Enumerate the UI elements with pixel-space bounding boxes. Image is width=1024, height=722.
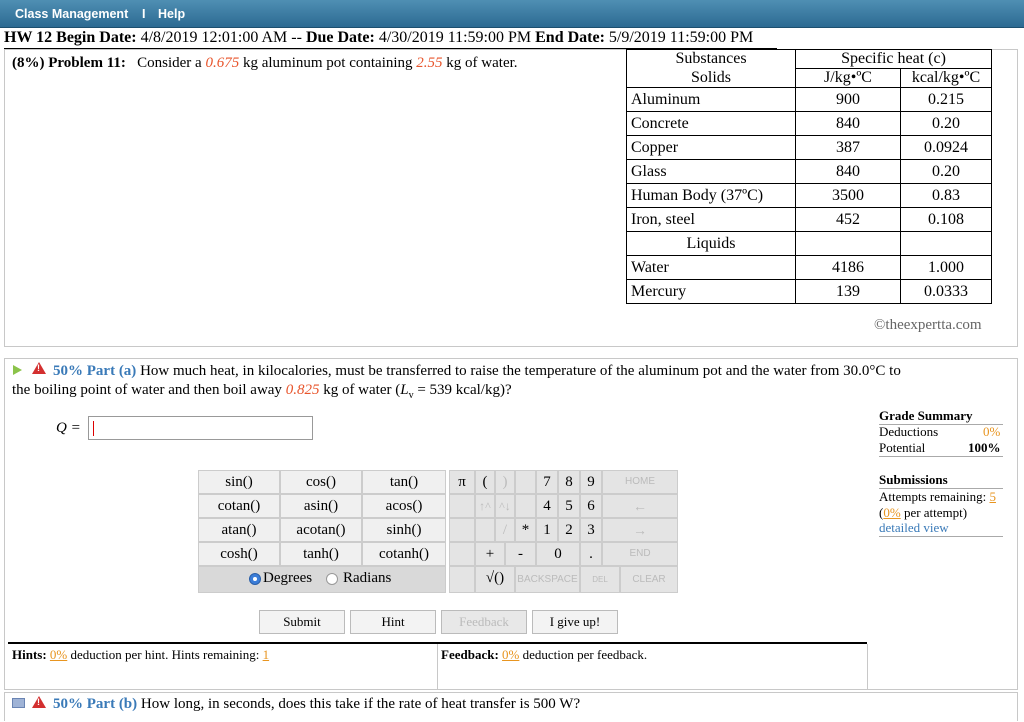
key-3[interactable]: 3 bbox=[580, 518, 602, 542]
part-a-question-line2 bbox=[12, 381, 512, 405]
begin-label: Begin Date: bbox=[56, 29, 137, 46]
hints-info bbox=[12, 647, 269, 663]
hints-deduction: 0% bbox=[49, 647, 68, 662]
problem-text-a: Consider a bbox=[137, 55, 202, 71]
part-a-q1: How much heat, in kilocalories, must be transferred to raise the temperature of the aluminum pot and the water from 30.0°C to bbox=[140, 363, 901, 379]
key-tanh[interactable]: tanh() bbox=[280, 542, 362, 566]
value-kcal: 0.83 bbox=[901, 184, 992, 208]
substance-name: Iron, steel bbox=[627, 208, 796, 232]
hints-remaining: 1 bbox=[262, 647, 270, 662]
empty-cell bbox=[796, 232, 901, 256]
key-0[interactable]: 0 bbox=[536, 542, 580, 566]
key-right-paren[interactable]: ) bbox=[495, 470, 515, 494]
key-left-paren[interactable]: ( bbox=[475, 470, 495, 494]
problem-text-b: kg aluminum pot containing bbox=[242, 55, 413, 71]
answer-input[interactable] bbox=[88, 416, 313, 440]
feedback-text: deduction per feedback. bbox=[522, 647, 648, 662]
key-end[interactable]: END bbox=[602, 542, 678, 566]
key-cotanh[interactable]: cotanh() bbox=[362, 542, 446, 566]
grade-summary-title: Grade Summary bbox=[879, 408, 973, 423]
warning-icon bbox=[32, 362, 46, 374]
due-value: 4/30/2019 11:59:00 PM bbox=[378, 29, 532, 46]
attempts-label: Attempts remaining: bbox=[879, 489, 987, 504]
key-cosh[interactable]: cosh() bbox=[198, 542, 280, 566]
key-blank bbox=[515, 494, 536, 518]
lv-symbol: L bbox=[400, 382, 409, 398]
pot-mass: 0.675 bbox=[205, 55, 240, 71]
end-label: End Date: bbox=[535, 29, 605, 46]
key-blank bbox=[449, 494, 475, 518]
degrees-label: Degrees bbox=[263, 570, 313, 586]
part-a-q2a: the boiling point of water and then boil away bbox=[12, 382, 282, 398]
water-mass: 2.55 bbox=[416, 55, 443, 71]
top-nav-bar bbox=[0, 0, 1024, 28]
value-j: 900 bbox=[796, 88, 901, 112]
radians-label: Radians bbox=[343, 570, 392, 586]
nav-class-management[interactable]: Class Management bbox=[15, 7, 129, 21]
key-decimal[interactable]: . bbox=[580, 542, 602, 566]
part-b-question bbox=[53, 695, 580, 714]
key-del[interactable]: DEL bbox=[580, 566, 620, 593]
feedback-button[interactable]: Feedback bbox=[441, 610, 527, 634]
divider bbox=[879, 456, 1003, 457]
per-attempt-text: per attempt) bbox=[903, 505, 968, 520]
homework-dates bbox=[4, 28, 753, 48]
end-value: 5/9/2019 11:59:00 PM bbox=[608, 29, 754, 46]
table-row bbox=[627, 136, 992, 160]
problem-text-c: kg of water. bbox=[446, 55, 518, 71]
problem-statement bbox=[12, 54, 518, 73]
nav-separator: I bbox=[142, 7, 146, 21]
table-row bbox=[627, 184, 992, 208]
value-j: 3500 bbox=[796, 184, 901, 208]
key-atan[interactable]: atan() bbox=[198, 518, 280, 542]
key-9[interactable]: 9 bbox=[580, 470, 602, 494]
table-row bbox=[627, 112, 992, 136]
section-solids: Solids bbox=[627, 69, 796, 88]
substance-name: Human Body (37ºC) bbox=[627, 184, 796, 208]
lv-subscript: v bbox=[408, 390, 414, 401]
key-sin[interactable]: sin() bbox=[198, 470, 280, 494]
answer-label: Q = bbox=[56, 420, 81, 436]
key-down[interactable]: ^↓ bbox=[495, 494, 515, 518]
value-kcal: 0.0924 bbox=[901, 136, 992, 160]
key-blank bbox=[449, 518, 475, 542]
table-row bbox=[627, 88, 992, 112]
angle-mode-group bbox=[198, 566, 446, 593]
unit-kcal: kcal/kg•ºC bbox=[901, 69, 992, 88]
key-cos[interactable]: cos() bbox=[280, 470, 362, 494]
detailed-view-link[interactable]: detailed view bbox=[879, 520, 949, 535]
key-left-arrow[interactable]: ← bbox=[602, 494, 678, 518]
divider bbox=[879, 536, 1003, 537]
key-5[interactable]: 5 bbox=[558, 494, 580, 518]
table-row bbox=[627, 160, 992, 184]
table-row bbox=[627, 280, 992, 304]
submit-button[interactable]: Submit bbox=[259, 610, 345, 634]
potential-value: 100% bbox=[968, 440, 1001, 455]
key-tan[interactable]: tan() bbox=[362, 470, 446, 494]
key-blank bbox=[449, 566, 475, 593]
part-a-title: 50% Part (a) bbox=[53, 363, 137, 379]
collapsed-part-icon[interactable] bbox=[12, 698, 25, 708]
substance-name: Glass bbox=[627, 160, 796, 184]
value-kcal: 0.20 bbox=[901, 112, 992, 136]
key-plus[interactable]: + bbox=[475, 542, 505, 566]
key-6[interactable]: 6 bbox=[580, 494, 602, 518]
feedback-label: Feedback: bbox=[441, 647, 499, 662]
key-blank bbox=[449, 542, 475, 566]
substance-name: Mercury bbox=[627, 280, 796, 304]
value-kcal: 1.000 bbox=[901, 256, 992, 280]
key-acos[interactable]: acos() bbox=[362, 494, 446, 518]
key-blank bbox=[515, 470, 536, 494]
key-pi[interactable]: π bbox=[449, 470, 475, 494]
hint-feedback-divider bbox=[867, 644, 868, 690]
deductions-value: 0% bbox=[983, 424, 1001, 439]
radians-radio[interactable] bbox=[326, 573, 338, 585]
submissions-title: Submissions bbox=[879, 472, 948, 487]
key-right-arrow[interactable]: → bbox=[602, 518, 678, 542]
begin-value: 4/8/2019 12:01:00 AM -- bbox=[140, 29, 302, 46]
problem-label: Problem 11: bbox=[48, 55, 126, 71]
substance-name: Copper bbox=[627, 136, 796, 160]
key-divide[interactable]: / bbox=[495, 518, 515, 542]
substance-name: Concrete bbox=[627, 112, 796, 136]
value-j: 452 bbox=[796, 208, 901, 232]
part-b-text: How long, in seconds, does this take if the rate of heat transfer is 500 W? bbox=[140, 696, 581, 712]
boil-mass: 0.825 bbox=[285, 382, 320, 398]
degrees-radio[interactable] bbox=[249, 573, 261, 585]
hint-button[interactable]: Hint bbox=[350, 610, 436, 634]
warning-icon bbox=[32, 696, 46, 708]
substance-name: Water bbox=[627, 256, 796, 280]
part-a-q2c: = 539 kcal/kg)? bbox=[417, 382, 512, 398]
key-up[interactable]: ↑^ bbox=[475, 494, 495, 518]
part-a-q2b: kg of water ( bbox=[323, 382, 401, 398]
value-j: 139 bbox=[796, 280, 901, 304]
key-backspace[interactable]: BACKSPACE bbox=[515, 566, 580, 593]
unit-j: J/kg•ºC bbox=[796, 69, 901, 88]
text-caret bbox=[93, 421, 94, 436]
key-minus[interactable]: - bbox=[505, 542, 536, 566]
header-substances: Substances bbox=[627, 50, 796, 69]
value-kcal: 0.0333 bbox=[901, 280, 992, 304]
substance-name: Aluminum bbox=[627, 88, 796, 112]
key-acotan[interactable]: acotan() bbox=[280, 518, 362, 542]
key-4[interactable]: 4 bbox=[536, 494, 558, 518]
key-7[interactable]: 7 bbox=[536, 470, 558, 494]
value-j: 4186 bbox=[796, 256, 901, 280]
part-a-question-line1 bbox=[53, 362, 901, 381]
per-attempt-line bbox=[879, 505, 967, 521]
value-j: 840 bbox=[796, 160, 901, 184]
part-b-title: 50% Part (b) bbox=[53, 696, 138, 712]
table-row bbox=[627, 232, 992, 256]
give-up-button[interactable]: I give up! bbox=[532, 610, 618, 634]
value-kcal: 0.20 bbox=[901, 160, 992, 184]
due-label: Due Date: bbox=[305, 29, 375, 46]
table-row bbox=[627, 208, 992, 232]
hint-feedback-divider bbox=[437, 644, 438, 690]
key-1[interactable]: 1 bbox=[536, 518, 558, 542]
feedback-info bbox=[441, 647, 647, 663]
paren-open: ( bbox=[879, 505, 884, 520]
hints-label: Hints: bbox=[12, 647, 47, 662]
hw-name: HW 12 bbox=[4, 29, 53, 46]
attempts-line bbox=[879, 489, 996, 505]
attempts-remaining: 5 bbox=[989, 489, 996, 504]
hints-text: deduction per hint. Hints remaining: bbox=[70, 647, 260, 662]
key-sinh[interactable]: sinh() bbox=[362, 518, 446, 542]
key-multiply[interactable]: * bbox=[515, 518, 536, 542]
per-attempt-pct: 0% bbox=[883, 505, 901, 520]
key-cotan[interactable]: cotan() bbox=[198, 494, 280, 518]
potential-label: Potential bbox=[879, 440, 926, 455]
key-home[interactable]: HOME bbox=[602, 470, 678, 494]
key-2[interactable]: 2 bbox=[558, 518, 580, 542]
empty-cell bbox=[901, 232, 992, 256]
value-kcal: 0.108 bbox=[901, 208, 992, 232]
section-liquids: Liquids bbox=[627, 232, 796, 256]
value-j: 840 bbox=[796, 112, 901, 136]
problem-weight: (8%) bbox=[12, 55, 45, 71]
value-kcal: 0.215 bbox=[901, 88, 992, 112]
value-j: 387 bbox=[796, 136, 901, 160]
key-asin[interactable]: asin() bbox=[280, 494, 362, 518]
key-sqrt[interactable]: √() bbox=[475, 566, 515, 593]
specific-heat-table bbox=[626, 49, 992, 304]
key-8[interactable]: 8 bbox=[558, 470, 580, 494]
feedback-deduction: 0% bbox=[502, 647, 520, 662]
header-specific-heat: Specific heat (c) bbox=[796, 50, 992, 69]
expand-triangle-icon[interactable] bbox=[13, 365, 22, 375]
copyright-text: ©theexpertta.com bbox=[874, 317, 982, 333]
key-blank bbox=[475, 518, 495, 542]
key-clear[interactable]: CLEAR bbox=[620, 566, 678, 593]
table-row bbox=[627, 256, 992, 280]
deductions-label: Deductions bbox=[879, 424, 939, 439]
nav-help[interactable]: Help bbox=[158, 7, 186, 21]
